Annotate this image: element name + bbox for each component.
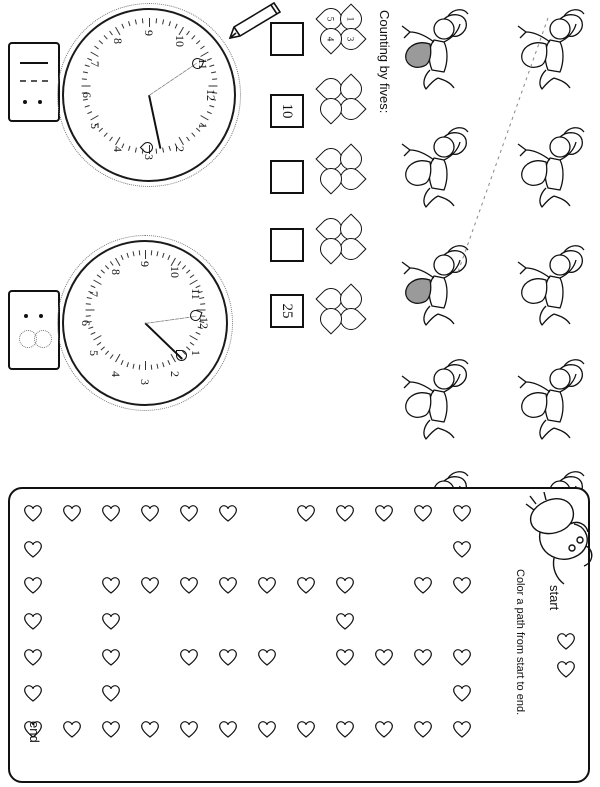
clock-tick <box>162 19 164 24</box>
clock-tick <box>104 35 108 39</box>
clover-leaf <box>315 233 346 264</box>
maze-heart[interactable] <box>295 575 317 600</box>
clock-tick <box>189 335 197 340</box>
clock-tick <box>99 40 103 44</box>
clock-tick <box>121 360 124 365</box>
clover-leaf <box>315 93 346 124</box>
clock-number: 4 <box>111 145 125 152</box>
clock-hour-hand-tip-bottom <box>176 350 187 361</box>
clock-number: 8 <box>108 268 123 275</box>
maze-heart[interactable] <box>139 503 161 528</box>
maze-heart[interactable] <box>178 575 200 600</box>
clock-tick <box>133 364 135 369</box>
clock-tick <box>86 303 91 305</box>
maze-heart[interactable] <box>22 647 44 672</box>
clock-number: 10 <box>173 35 187 48</box>
clock-tick <box>121 24 124 29</box>
clock-tick <box>97 274 102 278</box>
clover-number-4: 4 <box>325 36 336 42</box>
maze-heart[interactable] <box>451 575 473 600</box>
maze-heart[interactable] <box>373 503 395 528</box>
clock-number: 4 <box>108 371 123 378</box>
clock-tick <box>142 18 144 23</box>
clock-number: 3 <box>138 379 152 385</box>
clock-number: 9 <box>142 30 156 36</box>
clover-4 <box>318 216 364 262</box>
answer-box-4[interactable] <box>270 228 304 262</box>
clock-tick <box>94 46 99 50</box>
clock-tick <box>162 253 164 258</box>
maze-heart[interactable] <box>334 647 356 672</box>
maze-heart[interactable] <box>451 539 473 564</box>
clock-tick <box>196 40 200 44</box>
clock-tick <box>207 111 212 114</box>
clock-tick <box>101 269 105 273</box>
clock-tick <box>86 310 95 311</box>
maze-heart[interactable] <box>373 719 395 744</box>
clock-tick <box>85 105 90 107</box>
clock-tick <box>175 24 178 29</box>
maze-heart[interactable] <box>451 503 473 528</box>
clover-5 <box>318 286 364 332</box>
clock-tick <box>156 18 158 23</box>
clover-leaf <box>315 163 346 194</box>
clock-tick <box>128 21 130 26</box>
clock-number: 12 <box>197 317 211 329</box>
fairy-figure <box>400 346 478 442</box>
counting-by-fives-heading: Counting by fives: <box>377 10 392 114</box>
clock-number: 1 <box>189 349 204 356</box>
answer-box-3[interactable] <box>270 160 304 194</box>
clover-number-3: 3 <box>345 36 356 42</box>
clock-number: 10 <box>167 265 182 278</box>
maze-heart[interactable] <box>412 575 434 600</box>
clock-tick <box>135 148 137 153</box>
maze-heart[interactable] <box>295 503 317 528</box>
clock-tick <box>186 269 190 273</box>
maze-heart[interactable] <box>373 647 395 672</box>
maze-heart[interactable] <box>22 503 44 528</box>
maze-heart[interactable] <box>61 719 83 744</box>
maze-heart[interactable] <box>217 647 239 672</box>
answer-box-1[interactable] <box>270 22 304 56</box>
clock-number: 11 <box>189 287 204 300</box>
color-a-path-maze[interactable] <box>8 487 590 783</box>
clock-tick <box>209 105 214 107</box>
clover-3 <box>318 146 364 192</box>
maze-heart[interactable] <box>100 611 122 636</box>
clock-tick <box>126 362 128 367</box>
clock-number: 6 <box>79 320 93 326</box>
answer-box-2-value: 10 <box>279 103 295 119</box>
clock-number: 2 <box>173 145 187 152</box>
clock-tick <box>82 78 87 80</box>
clock-tick <box>139 365 141 370</box>
clock-tick <box>126 253 128 258</box>
clock-number: 5 <box>86 349 101 356</box>
analog-clock-bottom <box>62 240 228 406</box>
dragon-icon <box>524 492 596 597</box>
maze-start-label: start <box>547 585 562 611</box>
clock-tick <box>189 280 197 285</box>
maze-heart[interactable] <box>256 719 278 744</box>
clock-tick <box>212 78 217 80</box>
clock-tick <box>211 71 216 73</box>
maze-heart[interactable] <box>334 503 356 528</box>
clock-tick <box>162 148 164 153</box>
clock-tick <box>191 35 195 39</box>
clock-tick <box>115 354 120 362</box>
legend-dash-dot-line <box>20 80 48 82</box>
legend-shapes <box>8 290 60 370</box>
maze-heart[interactable] <box>412 719 434 744</box>
clock-tick <box>135 19 137 24</box>
clover-number-1: 1 <box>345 16 356 22</box>
clock-tick <box>133 251 135 256</box>
maze-heart[interactable] <box>217 503 239 528</box>
clover-2 <box>318 76 364 122</box>
clock-tick <box>93 335 101 340</box>
clock-number: 7 <box>86 290 101 297</box>
clock-tick <box>190 274 195 278</box>
answer-box-5[interactable] <box>270 294 304 328</box>
maze-heart[interactable] <box>412 647 434 672</box>
clock-number: 12 <box>204 89 218 101</box>
legend-dot-right <box>38 100 42 104</box>
maze-heart[interactable] <box>451 719 473 744</box>
maze-heart[interactable] <box>334 575 356 600</box>
maze-heart[interactable] <box>100 683 122 708</box>
maze-heart[interactable] <box>100 719 122 744</box>
maze-heart[interactable] <box>451 647 473 672</box>
maze-heart[interactable] <box>217 719 239 744</box>
clock-tick <box>156 364 158 369</box>
maze-heart[interactable] <box>334 719 356 744</box>
clock-number: 9 <box>138 261 152 267</box>
maze-heart-marker[interactable] <box>555 659 577 684</box>
maze-heart[interactable] <box>217 575 239 600</box>
maze-heart[interactable] <box>61 503 83 528</box>
clock-tick <box>105 351 109 355</box>
clock-tick <box>139 250 141 255</box>
clock-tick <box>200 303 205 305</box>
maze-heart[interactable] <box>22 683 44 708</box>
clock-number: 8 <box>111 38 125 45</box>
clock-number: 11 <box>195 58 210 70</box>
clock-tick <box>167 360 170 365</box>
maze-heart[interactable] <box>178 503 200 528</box>
clock-number: 1 <box>195 123 210 129</box>
maze-heart[interactable] <box>256 647 278 672</box>
clock-number: 3 <box>142 154 156 160</box>
maze-end-label: end <box>27 721 42 743</box>
maze-heart[interactable] <box>178 719 200 744</box>
fairy-connector-dotted-line <box>400 10 600 310</box>
clock-tick <box>104 132 108 136</box>
maze-heart[interactable] <box>22 539 44 564</box>
fairy-figure <box>516 346 594 442</box>
clock-tick <box>110 354 114 359</box>
answer-box-5-value: 25 <box>279 303 295 319</box>
clock-tick <box>93 280 101 285</box>
legend-lines <box>8 42 60 122</box>
clock-tick <box>151 250 153 255</box>
clock-number: 5 <box>88 123 103 129</box>
maze-heart[interactable] <box>178 647 200 672</box>
answer-box-2[interactable] <box>270 94 304 128</box>
maze-heart[interactable] <box>451 683 473 708</box>
maze-heart[interactable] <box>334 611 356 636</box>
maze-heart[interactable] <box>139 575 161 600</box>
clock-tick <box>200 46 205 50</box>
legend-solid-line <box>20 62 48 64</box>
maze-instruction-text: Color a path from start to end. <box>514 569 526 716</box>
legend-shape-dot-right <box>39 314 43 318</box>
clock-tick <box>162 362 164 367</box>
maze-heart[interactable] <box>139 719 161 744</box>
clock-tick <box>90 332 95 335</box>
maze-heart[interactable] <box>295 719 317 744</box>
maze-heart[interactable] <box>100 647 122 672</box>
clock-tick <box>156 251 158 256</box>
clover-1 <box>318 6 364 52</box>
maze-heart[interactable] <box>412 503 434 528</box>
clock-tick <box>128 146 130 151</box>
legend-circle-right <box>34 330 52 348</box>
clock-tick <box>145 361 146 370</box>
clock-tick <box>168 21 170 26</box>
maze-heart[interactable] <box>22 611 44 636</box>
legend-dot-left <box>23 100 27 104</box>
maze-heart[interactable] <box>100 575 122 600</box>
maze-heart[interactable] <box>256 575 278 600</box>
clover-number-5: 5 <box>325 16 336 22</box>
legend-shape-dot-left <box>24 314 28 318</box>
maze-heart[interactable] <box>100 503 122 528</box>
maze-heart-marker[interactable] <box>555 631 577 656</box>
clock-tick <box>167 255 170 260</box>
analog-clock-top <box>62 8 236 182</box>
clover-leaf <box>315 303 346 334</box>
clock-number: 2 <box>167 371 182 378</box>
clock-tick <box>87 111 92 114</box>
clock-number: 6 <box>80 92 94 98</box>
clock-tick <box>121 255 124 260</box>
clock-number: 7 <box>88 61 103 67</box>
clock-tick <box>151 365 153 370</box>
maze-heart[interactable] <box>22 575 44 600</box>
clock-tick <box>196 332 201 335</box>
clock-tick <box>168 146 170 151</box>
